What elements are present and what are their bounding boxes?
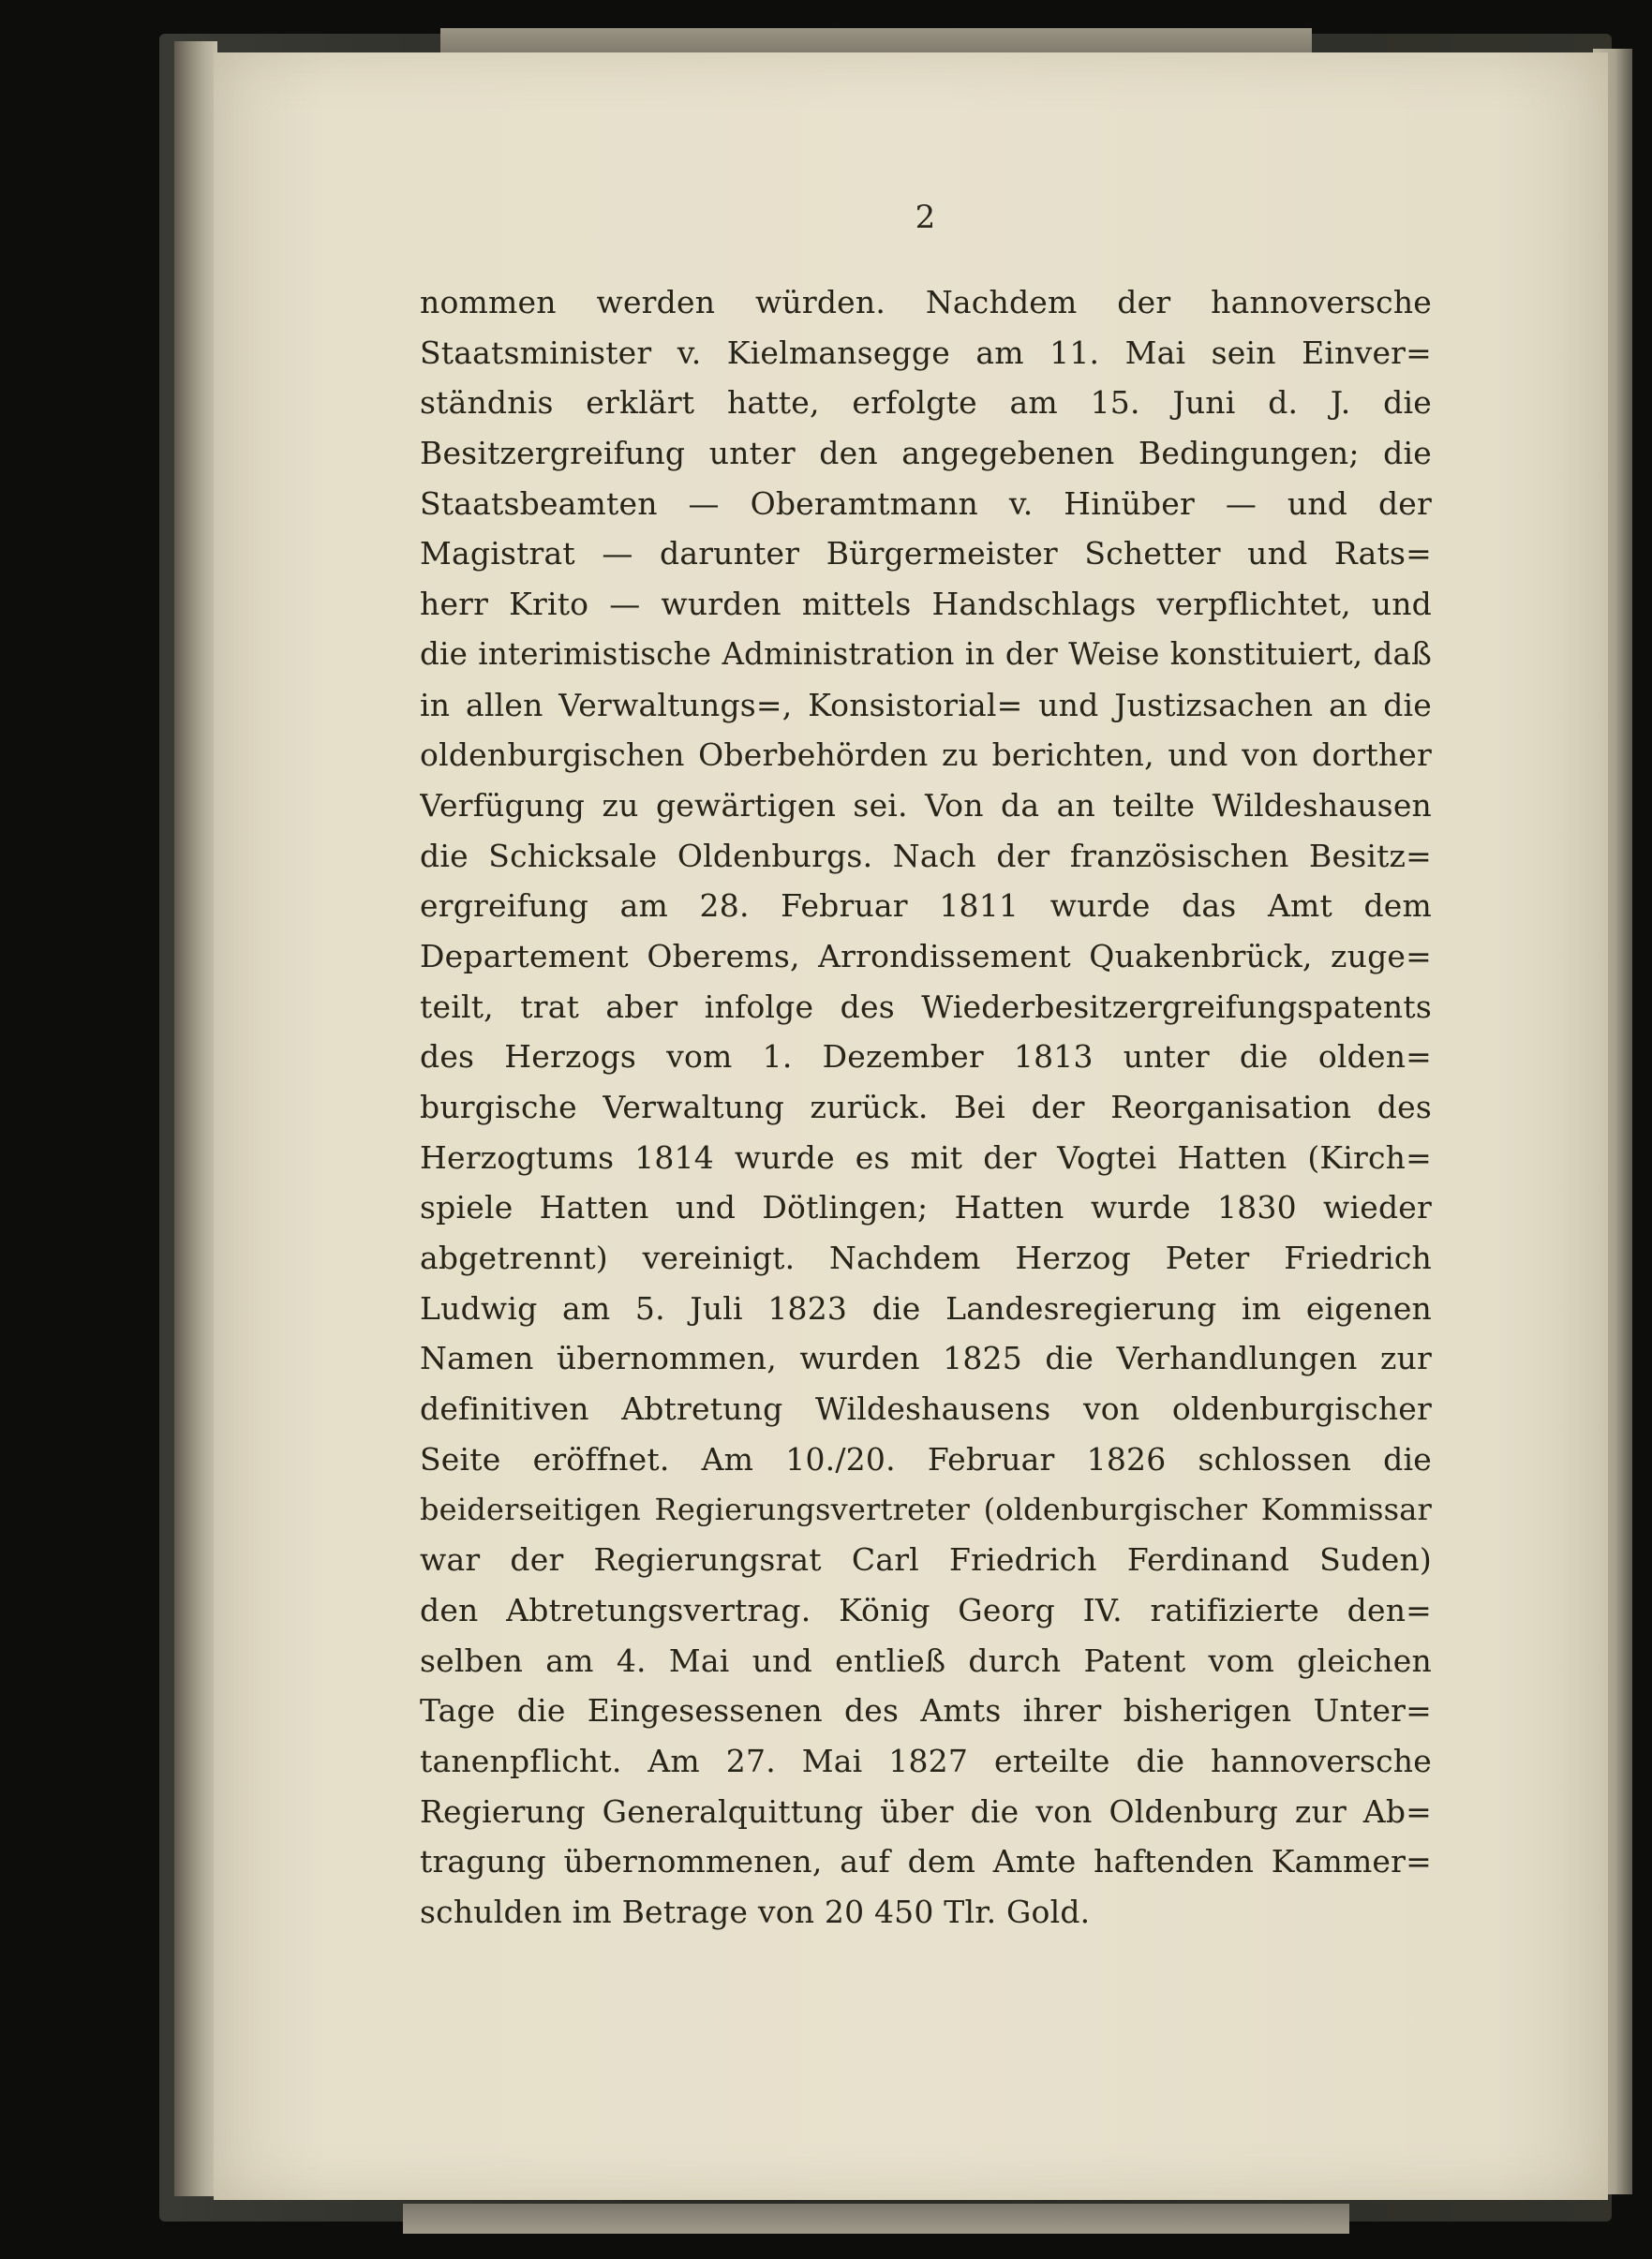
text-line: Staatsbeamten — Oberamtmann v. Hinüber — und der xyxy=(420,484,1432,522)
text-line: spiele Hatten und Dötlingen; Hatten wurde 1830 wieder xyxy=(420,1189,1432,1226)
text-line: Departement Oberems, Arrondissement Quakenbrück, zuge= xyxy=(420,937,1432,974)
text-line: abgetrennt) vereinigt. Nachdem Herzog Peter Friedrich xyxy=(420,1240,1432,1277)
text-line: die interimistische Administration in der Weise konstituiert, daß xyxy=(420,635,1432,672)
page-stack-left-edge xyxy=(174,41,217,2196)
cover-bottom-strip xyxy=(403,2204,1349,2234)
text-line: schulden im Betrage von 20 450 Tlr. Gold. xyxy=(420,1894,1091,1930)
text-line: Namen übernommen, wurden 1825 die Verhandlungen zur xyxy=(420,1340,1432,1377)
text-line: Magistrat — darunter Bürgermeister Schetter und Rats= xyxy=(420,535,1432,572)
text-line: definitiven Abtretung Wildeshausens von oldenburgischer xyxy=(420,1390,1432,1428)
text-line: Verfügung zu gewärtigen sei. Von da an teilte Wildeshausen xyxy=(420,786,1432,824)
text-line: teilt, trat aber infolge des Wiederbesitzergreifungspatents xyxy=(420,988,1432,1025)
text-line: burgische Verwaltung zurück. Bei der Reorganisation des xyxy=(420,1089,1432,1125)
text-line: des Herzogs vom 1. Dezember 1813 unter die olden= xyxy=(420,1038,1432,1076)
text-line: ständnis erklärt hatte, erfolgte am 15. Juni d. J. die xyxy=(420,384,1432,422)
text-line: Staatsminister v. Kielmansegge am 11. Mai sein Einver= xyxy=(420,334,1432,371)
text-line: ergreifung am 28. Februar 1811 wurde das Amt dem xyxy=(420,887,1432,925)
text-line: herr Krito — wurden mittels Handschlags verpflichtet, und xyxy=(420,586,1432,623)
text-line: Tage die Eingesessenen des Amts ihrer bisherigen Unter= xyxy=(420,1692,1432,1730)
text-line: tragung übernommenen, auf dem Amte haftenden Kammer= xyxy=(420,1843,1432,1880)
text-line: Ludwig am 5. Juli 1823 die Landesregierung im eigenen xyxy=(420,1289,1432,1327)
cover-top-strip xyxy=(440,28,1312,54)
text-line: Herzogtums 1814 wurde es mit der Vogtei Hatten (Kirch= xyxy=(420,1138,1432,1176)
text-line: Seite eröffnet. Am 10./20. Februar 1826 schlossen die xyxy=(420,1440,1432,1478)
text-line: den Abtretungsvertrag. König Georg IV. ratifizierte den= xyxy=(420,1591,1432,1628)
page-number: 2 xyxy=(915,199,936,236)
text-line: in allen Verwaltungs=, Konsistorial= und Justizsachen an die xyxy=(420,686,1432,723)
text-line: die Schicksale Oldenburgs. Nach der französischen Besitz= xyxy=(420,837,1432,874)
text-line: nommen werden würden. Nachdem der hannoversche xyxy=(420,284,1432,320)
body-text xyxy=(420,277,1432,1938)
text-line: tanenpflicht. Am 27. Mai 1827 erteilte die hannoversche xyxy=(420,1742,1432,1779)
text-line: Regierung Generalquittung über die von Oldenburg zur Ab= xyxy=(420,1792,1432,1830)
text-line: oldenburgischen Oberbehörden zu berichten, und von dorther xyxy=(420,736,1432,774)
text-line: beiderseitigen Regierungsvertreter (oldenburgischer Kommissar xyxy=(420,1491,1432,1527)
text-line: selben am 4. Mai und entließ durch Patent vom gleichen xyxy=(420,1642,1432,1679)
text-line: war der Regierungsrat Carl Friedrich Ferdinand Suden) xyxy=(420,1541,1432,1579)
text-line: Besitzergreifung unter den angegebenen Bedingungen; die xyxy=(420,435,1432,472)
